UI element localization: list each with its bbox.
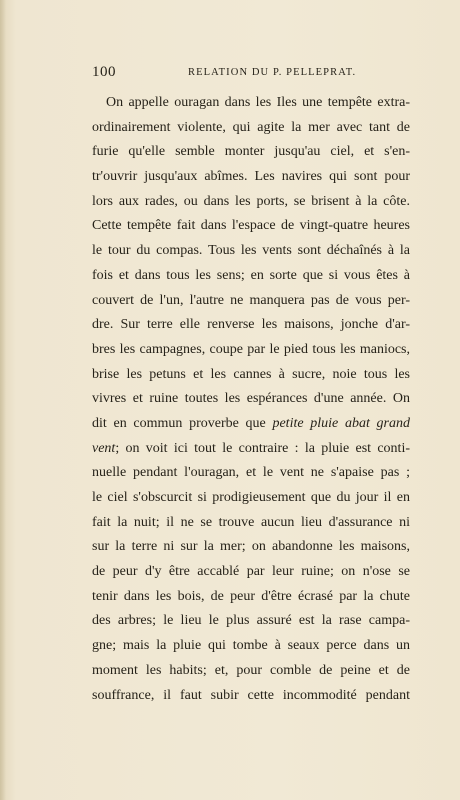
text-line: des arbres; le lieu le plus assuré est la rase campa- — [92, 613, 410, 629]
text-line: fois et dans tous les sens; en sorte que si vous êtes à — [92, 267, 410, 283]
line-segment: dit en commun proverbe que — [92, 415, 273, 431]
text-line-with-italic — [92, 412, 410, 437]
text-line: le ciel s'obscurcit si prodigieusement que du jour il en — [92, 490, 410, 505]
body-text — [92, 91, 410, 708]
page-number: 100 — [92, 64, 116, 80]
text-line: sur la terre ni sur la mer; on abandonne les maisons, — [92, 539, 410, 555]
text-line-with-italic — [92, 437, 410, 462]
italic-proverb: petite pluie abat grand — [272, 415, 410, 431]
text-line: fait la nuit; il ne se trouve aucun lieu d'assurance ni — [92, 514, 410, 530]
running-title: RELATION DU P. PELLEPRAT. — [188, 67, 357, 78]
text-line: vivres et ruine toutes les espérances d'une année. On — [92, 391, 410, 407]
italic-proverb-end: vent — [92, 440, 116, 456]
text-line: moment les habits; et, pour comble de peine et de — [92, 662, 410, 678]
text-line: dre. Sur terre elle renverse les maisons, jonche d'ar- — [92, 317, 410, 333]
text-line: tenir dans les bois, de peur d'être écrasé par la chute — [92, 588, 410, 604]
gutter-shadow — [0, 0, 6, 800]
text-line: brise les petuns et les cannes à sucre, noie tous les — [92, 366, 410, 382]
text-line: Cette tempête fait dans l'espace de vingt-quatre heures — [92, 218, 410, 234]
text-line: furie qu'elle semble monter jusqu'au ciel, et s'en- — [92, 144, 410, 160]
text-line: le tour du compas. Tous les vents sont déchaînés à la — [92, 243, 410, 259]
page-header — [92, 64, 410, 82]
text-line: nuelle pendant l'ouragan, et le vent ne s'apaise pas ; — [92, 465, 410, 481]
text-line: bres les campagnes, coupe par le pied tous les maniocs, — [92, 341, 410, 357]
text-line: couvert de l'un, l'autre ne manquera pas de vous per- — [92, 292, 410, 308]
text-line: On appelle ouragan dans les Iles une tempête extra- — [106, 95, 410, 110]
text-line: tr'ouvrir jusqu'aux abîmes. Les navires qui sont pour — [92, 169, 410, 185]
text-line: ordinairement violente, qui agite la mer avec tant de — [92, 119, 410, 135]
text-line: lors aux rades, ou dans les ports, se brisent à la côte. — [92, 193, 410, 209]
line-segment: ; on voit ici tout le contraire : la pluie est conti- — [115, 440, 410, 456]
text-line: souffrance, il faut subir cette incommodité pendant — [92, 687, 410, 703]
text-line: de peur d'y être accablé par leur ruine; on n'ose se — [92, 564, 410, 580]
text-line: gne; mais la pluie qui tombe à seaux perce dans un — [92, 638, 410, 654]
